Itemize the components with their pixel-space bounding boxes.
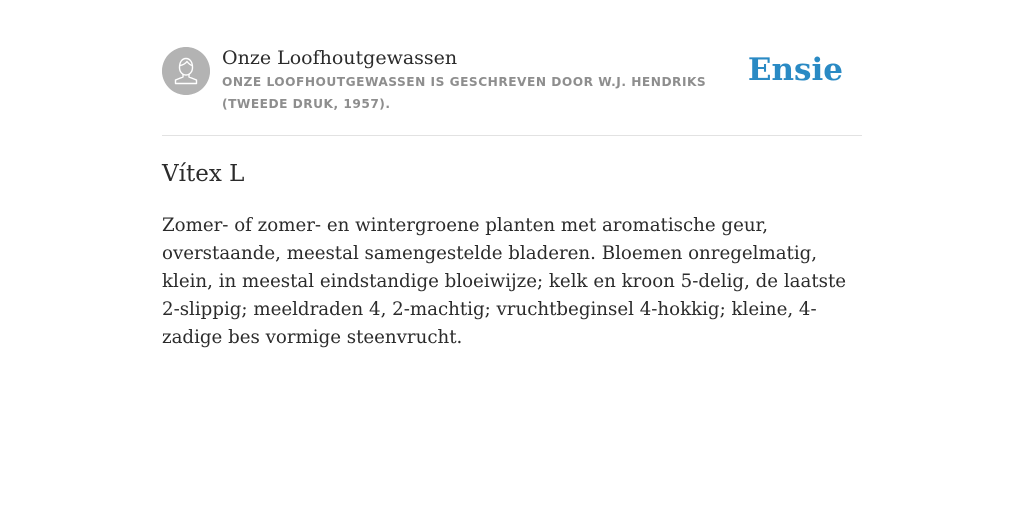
source-description: ONZE LOOFHOUTGEWASSEN IS GESCHREVEN DOOR W.J. HENDRIKS (TWEEDE DRUK, 1957). <box>222 75 707 111</box>
source-header <box>162 0 862 136</box>
source-avatar[interactable] <box>162 47 210 95</box>
entry-body: Zomer- of zomer- en wintergroene planten met aromatische geur, overstaande, meestal samengestelde bladeren. Bloemen onregelmatig, klein, in meestal eindstandige bloeiwijze; kelk en kroon 5-delig, de laatste 2-slippig; meeldraden 4, 2-machtig; vruchtbeginsel 4-hokkig; kleine, 4-zadige bes vormige steenvrucht. <box>162 215 847 348</box>
page-container <box>162 0 862 348</box>
entry-title: Vítex L <box>162 161 245 187</box>
brand-logo[interactable]: Ensie <box>747 52 843 88</box>
user-icon <box>162 47 210 95</box>
source-title[interactable]: Onze Loofhoutgewassen <box>222 47 458 69</box>
